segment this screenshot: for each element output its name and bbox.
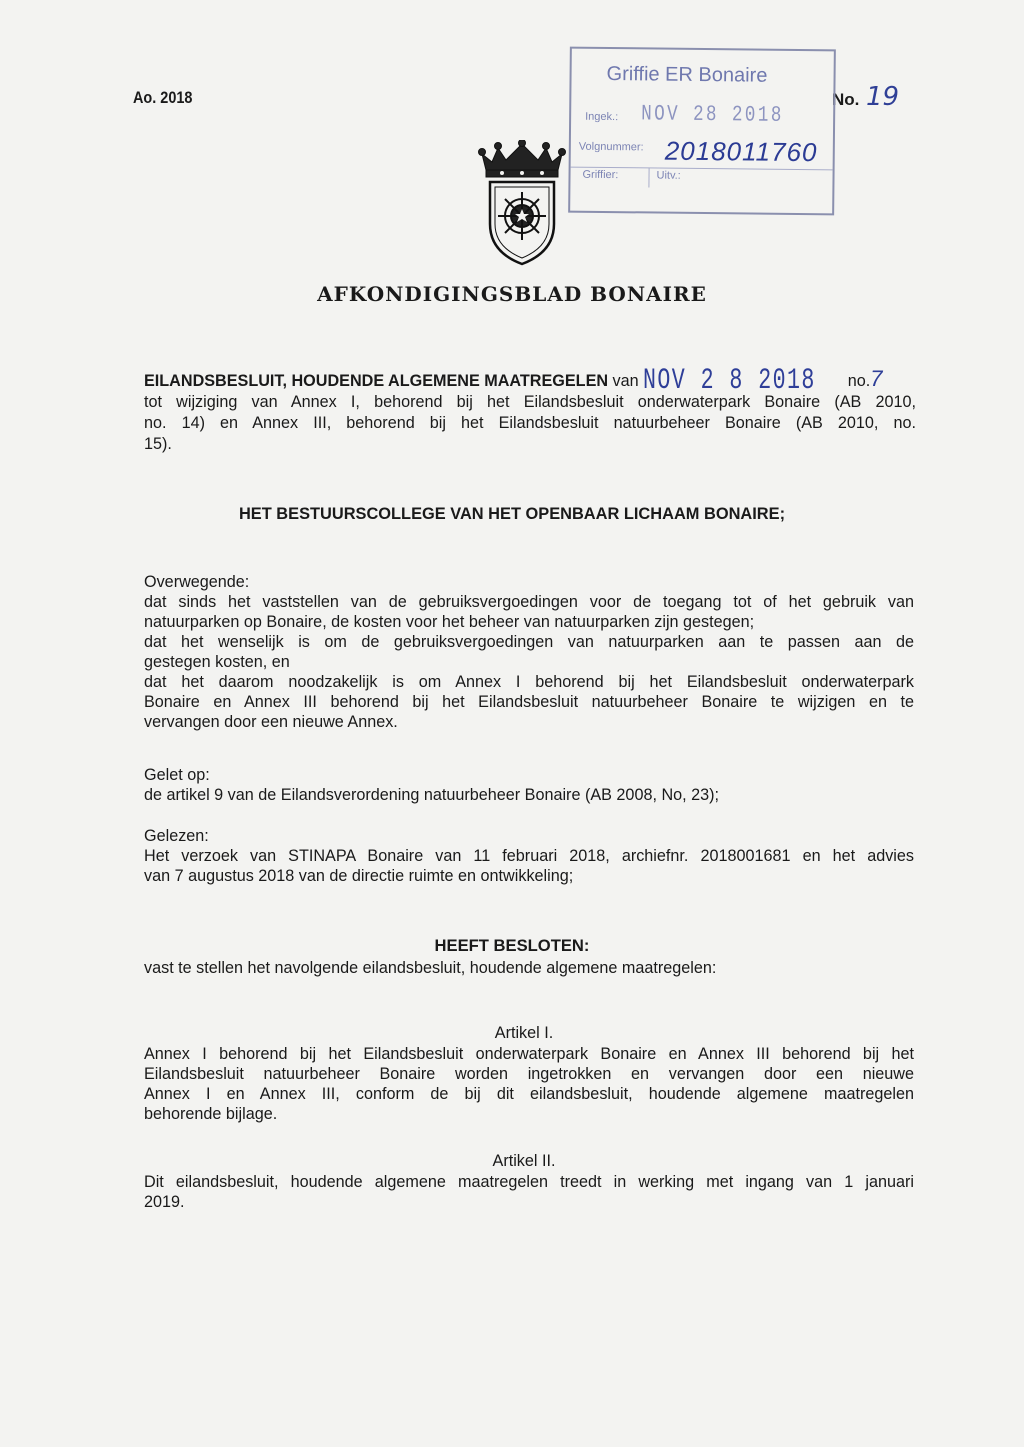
stamp-vertical-divider bbox=[648, 167, 649, 187]
stamp-received-date: NOV 28 2018 bbox=[641, 101, 784, 128]
stamp-clerk-label: Griffier: bbox=[582, 168, 619, 182]
stamp-sequence-number: 2018011760 bbox=[664, 135, 818, 168]
section-gelezen bbox=[144, 826, 914, 886]
decree-van: van bbox=[608, 372, 644, 390]
governing-body: HET BESTUURSCOLLEGE VAN HET OPENBAAR LICHAAM BONAIRE; bbox=[238, 505, 786, 523]
text-line: Annex I behorend bij het Eilandsbesluit onderwaterpark Bonaire en Annex III behorend bij het bbox=[144, 1045, 914, 1063]
text-line: Annex I en Annex III, conform de bij dit eilandsbesluit, houdende algemene maatregelen bbox=[144, 1085, 914, 1103]
text-line: Het verzoek van STINAPA Bonaire van 11 februari 2018, archiefnr. 2018001681 en het advies bbox=[144, 847, 914, 865]
number-label: No. bbox=[832, 90, 860, 109]
decree-heading bbox=[144, 364, 916, 455]
text-line: Bonaire en Annex III behorend bij het Eilandsbesluit natuurbeheer Bonaire te wijzigen en te bbox=[144, 693, 914, 711]
registry-stamp bbox=[568, 47, 836, 216]
section-label: Gelezen: bbox=[144, 827, 209, 845]
article-1-heading: Artikel I. bbox=[494, 1024, 554, 1042]
text-line: Eilandsbesluit natuurbeheer Bonaire worden ingetrokken en vervangen door een nieuwe bbox=[144, 1065, 914, 1083]
section-label: Overwegende: bbox=[144, 573, 250, 591]
masthead-title: AFKONDIGINGSBLAD BONAIRE bbox=[317, 282, 707, 306]
decree-no-handwritten: 7 bbox=[870, 366, 883, 391]
coat-of-arms-icon bbox=[476, 140, 568, 270]
text-line: van 7 augustus 2018 van de directie ruimte en ontwikkeling; bbox=[144, 867, 574, 885]
text-line: dat sinds het vaststellen van de gebruiksvergoedingen voor de toegang tot of het gebruik van bbox=[144, 593, 914, 611]
text-line: natuurparken op Bonaire, de kosten voor het beheer van natuurparken zijn gestegen; bbox=[144, 613, 755, 631]
text-line: de artikel 9 van de Eilandsverordening natuurbeheer Bonaire (AB 2008, No, 23); bbox=[144, 786, 720, 804]
text-line: 2019. bbox=[144, 1193, 185, 1211]
decree-title: EILANDSBESLUIT, HOUDENDE ALGEMENE MAATREGELEN bbox=[144, 372, 609, 390]
decree-no-label: no. bbox=[843, 372, 871, 390]
stamp-sequence-label: Volgnummer: bbox=[578, 140, 644, 154]
decree-line: tot wijziging van Annex I, behorend bij het Eilandsbesluit onderwaterpark Bonaire (AB 2010, bbox=[144, 393, 916, 411]
text-line: vervangen door een nieuwe Annex. bbox=[144, 713, 398, 731]
stamp-received-label: Ingek.: bbox=[585, 110, 619, 124]
text-line: dat het wenselijk is om de gebruiksvergoedingen van natuurparken aan te passen aan de bbox=[144, 633, 914, 651]
article-2-body bbox=[144, 1172, 914, 1212]
section-gelet-op bbox=[144, 765, 914, 805]
text-line: Dit eilandsbesluit, houdende algemene maatregelen treedt in werking met ingang van 1 januari bbox=[144, 1173, 914, 1191]
section-label: Gelet op: bbox=[144, 766, 210, 784]
stamp-out-label: Uitv.: bbox=[656, 169, 681, 182]
text-line: dat het daarom noodzakelijk is om Annex I behorend bij het Eilandsbesluit onderwaterpark bbox=[144, 673, 914, 691]
article-2-heading: Artikel II. bbox=[492, 1152, 556, 1170]
decree-line: no. 14) en Annex III, behorend bij het Eilandsbesluit natuurbeheer Bonaire (AB 2010, no. bbox=[144, 414, 916, 432]
text-line: gestegen kosten, en bbox=[144, 653, 290, 671]
stamp-title: Griffie ER Bonaire bbox=[606, 62, 768, 87]
decision-heading: HEEFT BESLOTEN: bbox=[434, 936, 590, 955]
decision-text: vast te stellen het navolgende eilandsbesluit, houdende algemene maatregelen: bbox=[144, 959, 717, 977]
text-line: behorende bijlage. bbox=[144, 1105, 278, 1123]
section-overwegende bbox=[144, 572, 914, 732]
decree-line: 15). bbox=[144, 435, 172, 453]
handwritten-number: 19 bbox=[866, 82, 900, 112]
decree-date-stamp: NOV 2 8 2018 bbox=[643, 364, 817, 398]
publication-year: Ao. 2018 bbox=[133, 88, 193, 107]
article-1-body bbox=[144, 1044, 914, 1124]
